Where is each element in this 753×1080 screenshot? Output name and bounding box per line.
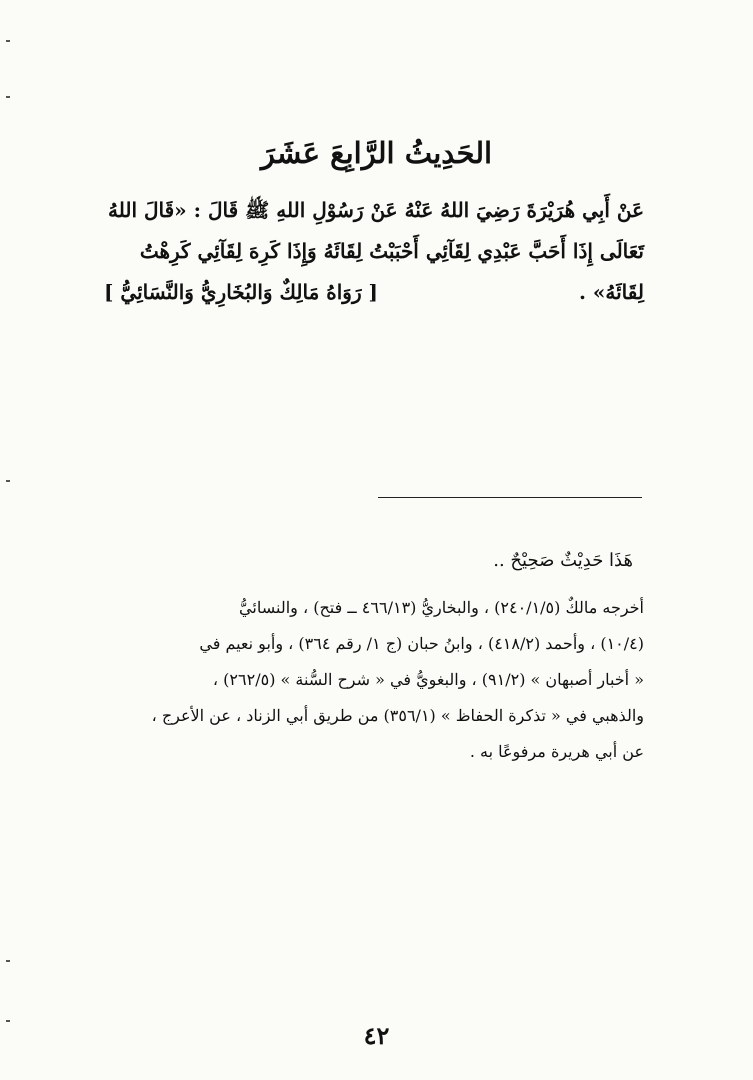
scan-mark xyxy=(6,1020,10,1022)
hadith-grade: هَذَا حَدِيْثٌ صَحِيْحٌ .. xyxy=(493,550,633,571)
page-number: ٤٢ xyxy=(363,1021,390,1050)
footnote-divider xyxy=(378,497,642,498)
note-line: (١٠/٤) ، وأحمد (٤١٨/٢) ، وابنُ حبان (ج ١/ رقم ٣٦٤) ، وأبو نعيم في xyxy=(199,634,644,653)
note-line: « أخبار أصبهان » (٩١/٢) ، والبغويُّ في « شرح السُّنة » (٢٦٢/٥) ، xyxy=(212,670,644,689)
scan-mark xyxy=(6,40,10,42)
hadith-title: الحَدِيثُ الرَّابِعَ عَشَرَ xyxy=(260,136,493,170)
hadith-line: لِقَائَهُ» . xyxy=(578,280,644,304)
scan-mark xyxy=(6,960,10,962)
takhrij-notes xyxy=(104,590,644,770)
scan-mark xyxy=(6,96,10,98)
hadith-line: عَنْ أَبِي هُرَيْرَةَ رَضِيَ اللهُ عَنْهُ عَنْ رَسُوْلِ اللهِ ﷺ قَالَ : «قَالَ اللهُ xyxy=(108,198,644,222)
scan-mark xyxy=(6,480,10,482)
note-line: عن أبي هريرة مرفوعًا به . xyxy=(469,742,644,761)
hadith-last-line xyxy=(104,272,644,313)
note-line: والذهبي في « تذكرة الحفاظ » (٣٥٦/١) من طريق أبي الزناد ، عن الأعرج ، xyxy=(151,706,644,725)
narration-reference: [ رَوَاهُ مَالِكٌ وَالبُخَارِيُّ وَالنَّسَائِيُّ ] xyxy=(104,280,379,304)
note-line: أخرجه مالكٌ (٢٤٠/١/٥) ، والبخاريُّ (٤٦٦/١٣ ــ فتح) ، والنسائيُّ xyxy=(239,598,644,617)
hadith-line: تَعَالَى إِذَا أَحَبَّ عَبْدِي لِقَآئِي أَحْبَبْتُ لِقَائَهُ وَإِذَا كَرِهَ لِقَآئِي كَرِهْتُ xyxy=(139,239,644,263)
hadith-text xyxy=(104,190,644,313)
